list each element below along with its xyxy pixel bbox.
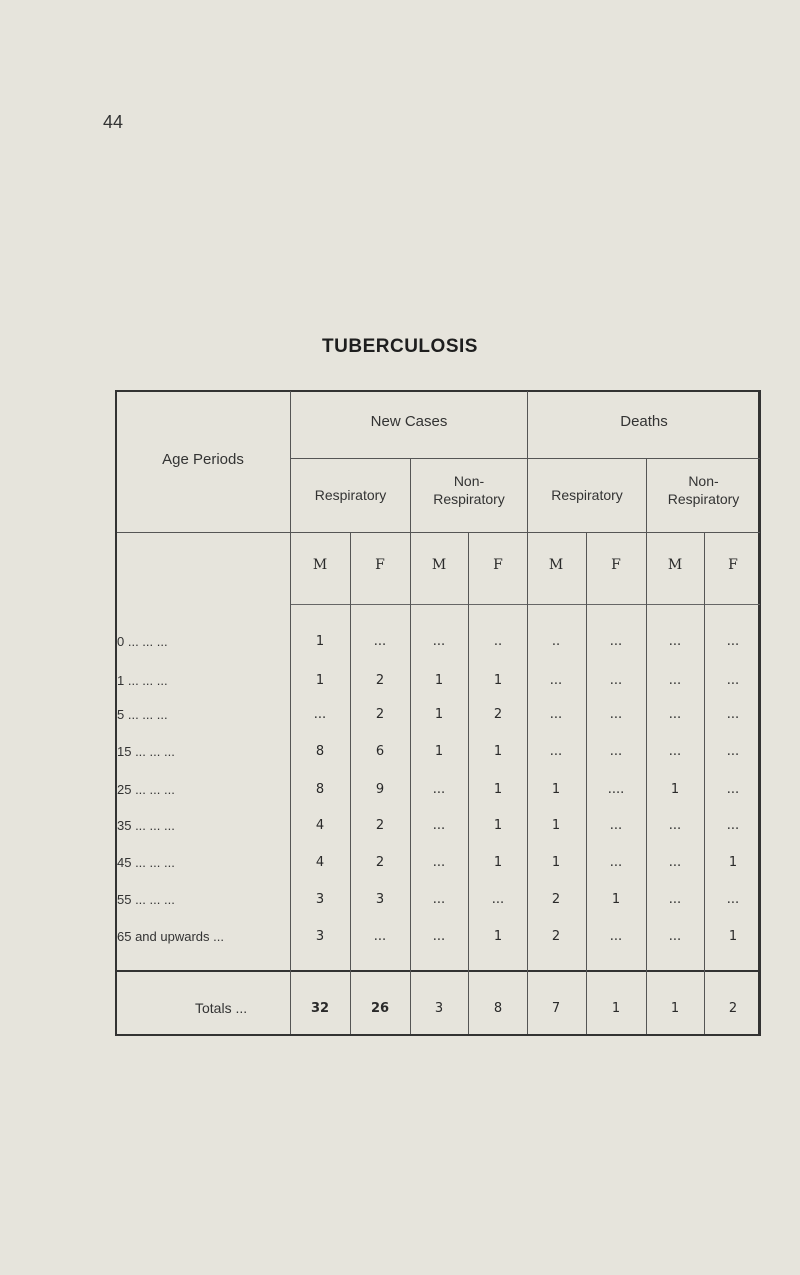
cell: ... (726, 892, 740, 907)
cell: 3 (375, 892, 385, 907)
cell: 3 (315, 892, 325, 907)
cell: 1 (670, 782, 680, 797)
divider-mf-3 (586, 532, 587, 1034)
total-cell: 2 (728, 1001, 738, 1016)
header-new-cases: New Cases (370, 413, 448, 430)
total-cell: 1 (611, 1001, 621, 1016)
total-cell: 8 (493, 1001, 503, 1016)
divider-mf-4 (704, 532, 705, 1034)
cell: 1 (493, 673, 503, 688)
cell: 8 (315, 744, 325, 759)
cell: 1 (434, 707, 444, 722)
header-respiratory-deaths: Respiratory (551, 487, 623, 503)
cell: 1 (728, 929, 738, 944)
cell: 1 (493, 855, 503, 870)
cell: ... (609, 707, 623, 722)
divider-resp-nonresp-deaths (646, 458, 647, 1034)
header-m: M (548, 557, 564, 573)
row-label: 65 and upwards ... (117, 929, 224, 944)
non-label: Non- (688, 473, 719, 489)
cell: 6 (375, 744, 385, 759)
rule-new-cases-deaths (290, 458, 760, 459)
cell: 1 (493, 818, 503, 833)
cell: ... (668, 818, 682, 833)
cell: ... (549, 673, 563, 688)
cell: 3 (315, 929, 325, 944)
header-f: F (728, 557, 738, 573)
header-non-respiratory-deaths (647, 472, 760, 508)
cell: ... (609, 634, 623, 649)
cell: ... (668, 744, 682, 759)
cell: 1 (434, 673, 444, 688)
cell: ... (726, 707, 740, 722)
cell: ... (668, 855, 682, 870)
cell: ... (668, 707, 682, 722)
row-label: 25 ... ... ... (117, 782, 175, 797)
cell: 2 (375, 673, 385, 688)
cell: 2 (551, 892, 561, 907)
table-title: TUBERCULOSIS (322, 336, 478, 357)
cell: 1 (611, 892, 621, 907)
cell: ... (432, 782, 446, 797)
cell: ... (726, 744, 740, 759)
cell: ... (549, 707, 563, 722)
header-m: M (431, 557, 447, 573)
cell: 9 (375, 782, 385, 797)
cell: ... (726, 782, 740, 797)
header-deaths: Deaths (620, 413, 668, 430)
rule-sub-headers (117, 532, 760, 533)
page-number: 44 (103, 112, 124, 132)
cell: 1 (551, 782, 561, 797)
cell: ... (609, 929, 623, 944)
cell: ... (432, 855, 446, 870)
respiratory-label: Respiratory (667, 491, 740, 507)
cell: 1 (434, 744, 444, 759)
cell: ... (313, 707, 327, 722)
row-label: 0 ... ... ... (117, 634, 168, 649)
header-respiratory-cases: Respiratory (314, 487, 387, 503)
totals-label: Totals ... (195, 1000, 248, 1016)
divider-mf-1 (350, 532, 351, 1034)
cell: ... (373, 929, 387, 944)
cell: ... (432, 892, 446, 907)
cell: 4 (315, 818, 325, 833)
cell: ... (668, 673, 682, 688)
cell: 2 (493, 707, 503, 722)
cell: .. (493, 634, 503, 649)
cell: ... (432, 929, 446, 944)
cell: ... (726, 634, 740, 649)
total-cell: 26 (370, 1001, 390, 1016)
cell: 2 (551, 929, 561, 944)
row-label: 45 ... ... ... (117, 855, 175, 870)
header-age-periods: Age Periods (162, 451, 244, 468)
cell: ... (609, 744, 623, 759)
cell: ... (668, 929, 682, 944)
total-cell: 3 (434, 1001, 444, 1016)
cell: 1 (315, 673, 325, 688)
cell: 1 (493, 744, 503, 759)
cell: 2 (375, 818, 385, 833)
cell: 1 (493, 929, 503, 944)
cell: ... (609, 673, 623, 688)
header-non-respiratory-cases (411, 472, 527, 508)
header-m: M (312, 557, 328, 573)
cell: ... (668, 634, 682, 649)
cell: ... (668, 892, 682, 907)
row-label: 55 ... ... ... (117, 892, 175, 907)
row-label: 5 ... ... ... (117, 707, 168, 722)
cell: .... (607, 782, 625, 797)
header-f: F (493, 557, 503, 573)
total-cell: 1 (670, 1001, 680, 1016)
total-cell: 32 (310, 1001, 330, 1016)
row-label: 15 ... ... ... (117, 744, 175, 759)
cell: ... (549, 744, 563, 759)
cell: ... (726, 818, 740, 833)
cell: 1 (728, 855, 738, 870)
cell: .. (551, 634, 561, 649)
cell: ... (726, 673, 740, 688)
cell: ... (609, 818, 623, 833)
rule-mf (290, 604, 760, 605)
cell: ... (609, 855, 623, 870)
header-m: M (667, 557, 683, 573)
divider-resp-nonresp-cases (410, 458, 411, 1034)
cell: ... (432, 818, 446, 833)
cell: 2 (375, 855, 385, 870)
row-label: 1 ... ... ... (117, 673, 168, 688)
divider-mf-2 (468, 532, 469, 1034)
cell: 2 (375, 707, 385, 722)
rule-totals (117, 970, 760, 972)
cell: ... (491, 892, 505, 907)
header-f: F (611, 557, 621, 573)
respiratory-label: Respiratory (433, 491, 505, 507)
cell: 1 (551, 855, 561, 870)
cell: 4 (315, 855, 325, 870)
cell: 1 (493, 782, 503, 797)
row-label: 35 ... ... ... (117, 818, 175, 833)
total-cell: 7 (551, 1001, 561, 1016)
cell: ... (373, 634, 387, 649)
header-f: F (375, 557, 385, 573)
cell: 1 (551, 818, 561, 833)
cell: ... (432, 634, 446, 649)
cell: 8 (315, 782, 325, 797)
cell: 1 (315, 634, 325, 649)
non-label: Non- (453, 473, 485, 489)
